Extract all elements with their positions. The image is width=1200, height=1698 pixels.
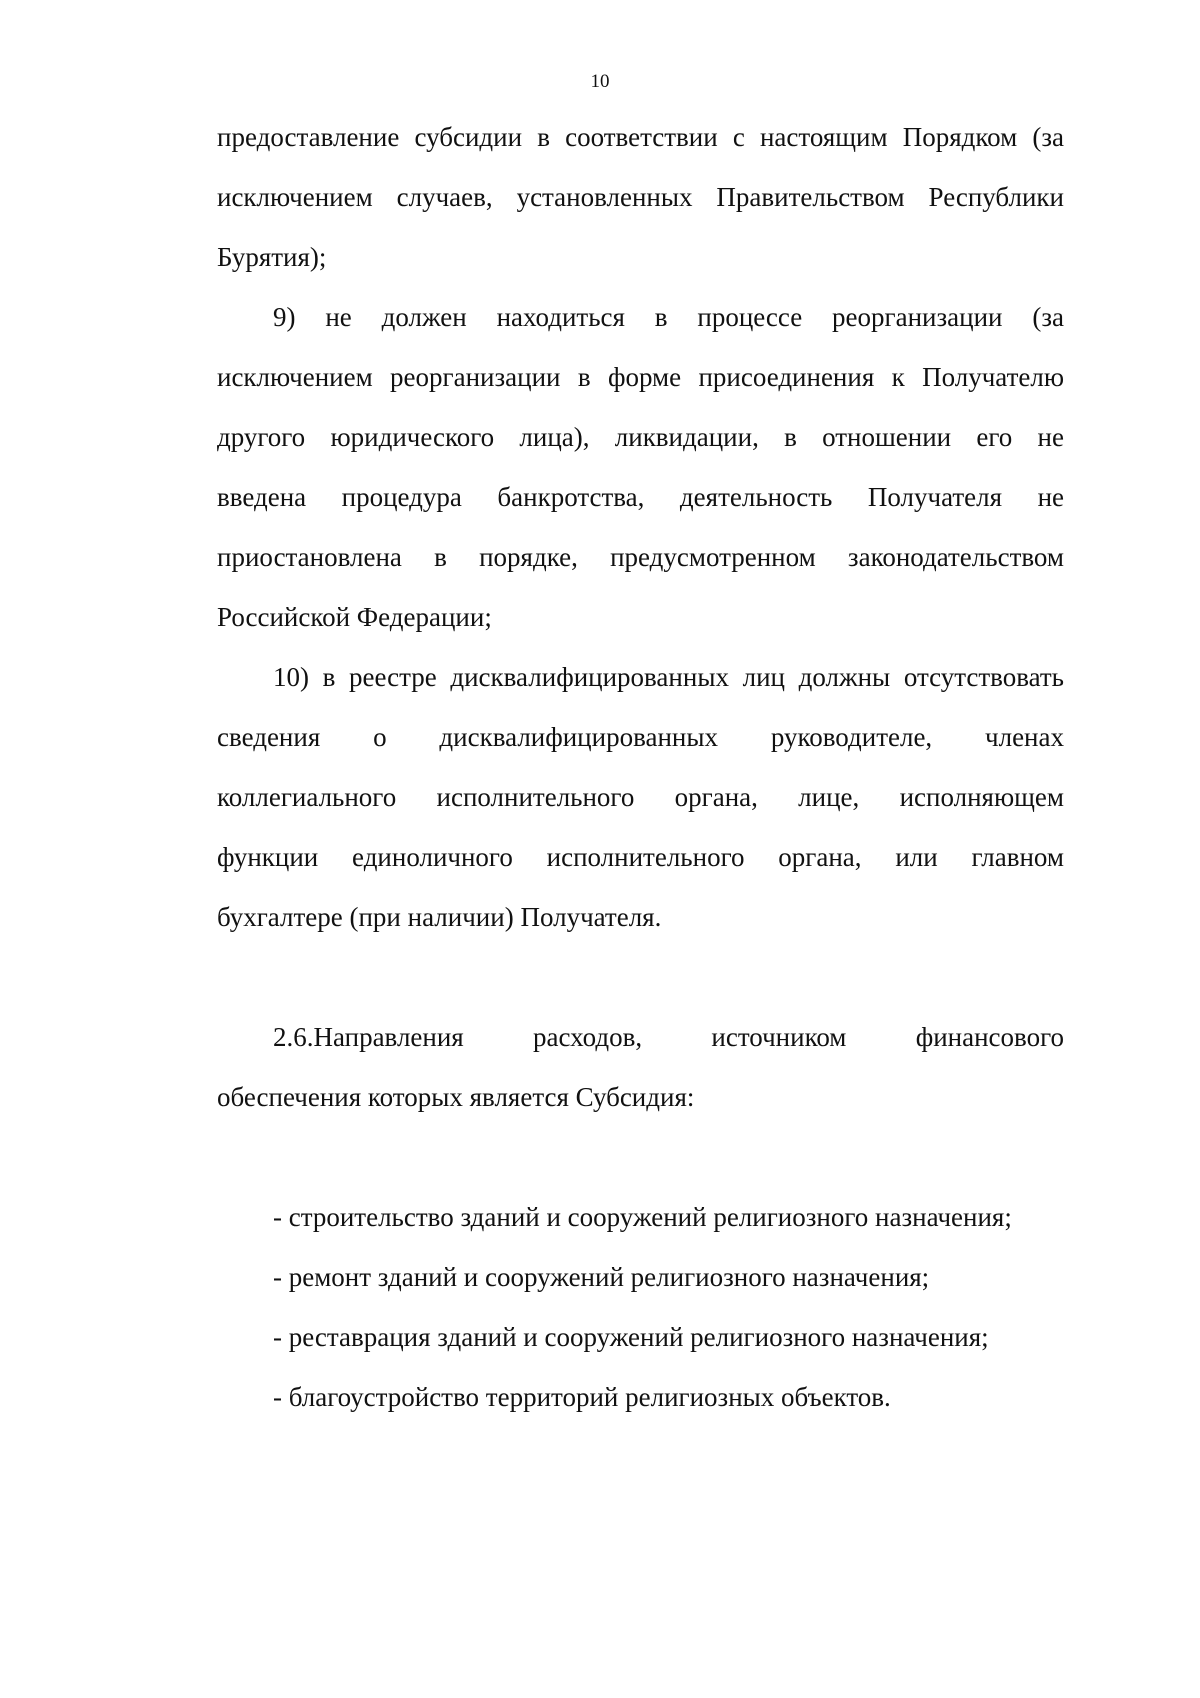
text-line: Бурятия); [217,242,327,272]
text-line: исключением реорганизации в форме присоединения к Получателю [217,362,1064,392]
text-line: введена процедура банкротства, деятельность Получателя не [217,482,1064,512]
list-item: - ремонт зданий и сооружений религиозного назначения; [273,1262,930,1292]
text-line: 9) не должен находиться в процессе реорганизации (за [273,302,1064,332]
text-line: 2.6.Направления расходов, источником финансового [273,1022,1064,1052]
text-line: обеспечения которых является Субсидия: [217,1082,695,1112]
list-item: - благоустройство территорий религиозных объектов. [273,1382,891,1412]
text-line: Российской Федерации; [217,602,492,632]
text-line: другого юридического лица), ликвидации, в отношении его не [217,422,1064,452]
list-item: - реставрация зданий и сооружений религиозного назначения; [273,1322,989,1352]
list-item: - строительство зданий и сооружений религиозного назначения; [273,1202,1012,1232]
text-line: приостановлена в порядке, предусмотренном законодательством [217,542,1064,572]
page-number: 10 [590,71,610,92]
text-line: исключением случаев, установленных Правительством Республики [217,182,1064,212]
text-line: коллегиального исполнительного органа, лице, исполняющем [217,782,1064,812]
text-line: 10) в реестре дисквалифицированных лиц должны отсутствовать [273,662,1064,692]
text-line: сведения о дисквалифицированных руководителе, членах [217,722,1064,752]
text-line: предоставление субсидии в соответствии с настоящим Порядком (за [217,122,1064,152]
text-line: бухгалтере (при наличии) Получателя. [217,902,662,932]
text-line: функции единоличного исполнительного органа, или главном [217,842,1064,872]
